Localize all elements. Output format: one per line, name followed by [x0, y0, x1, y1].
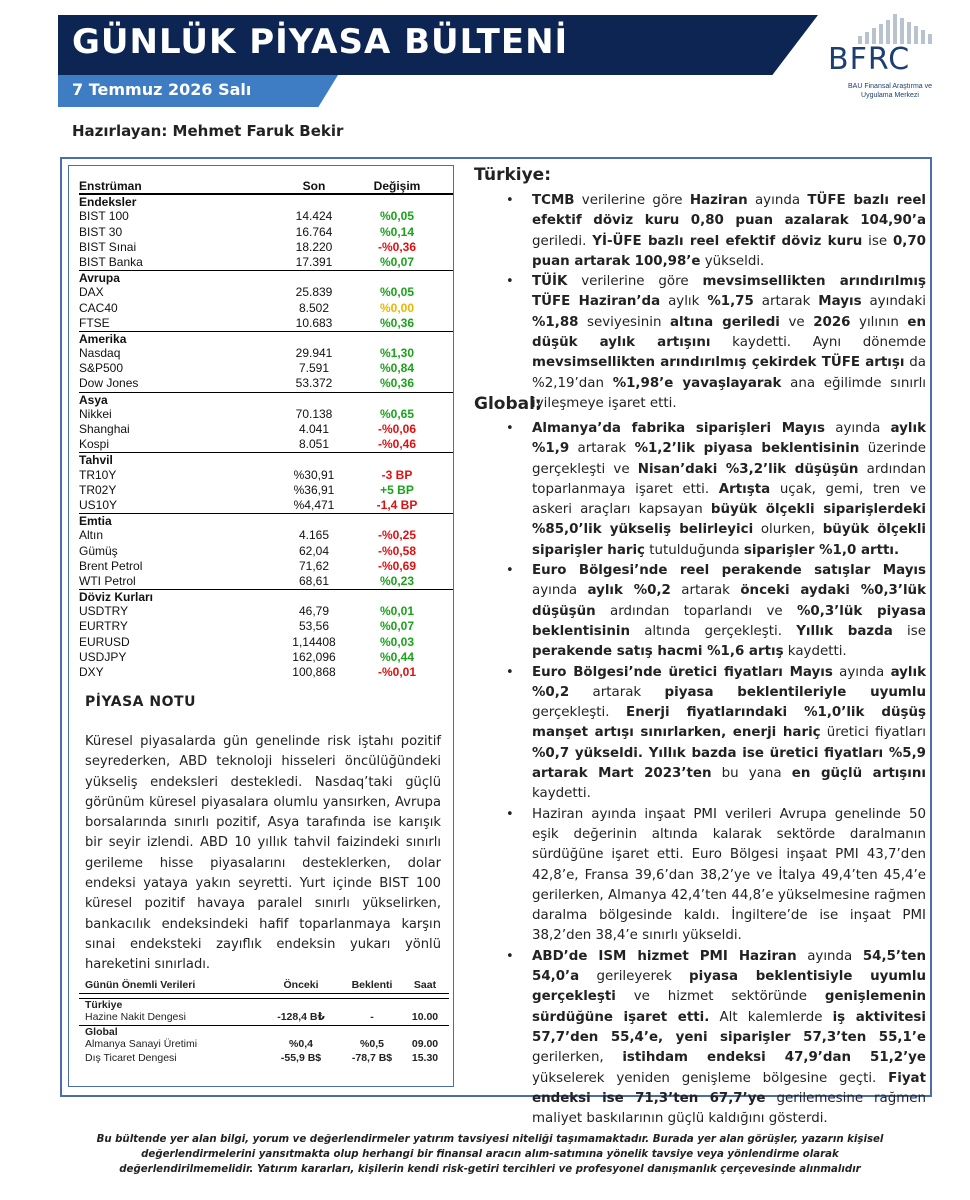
market-row: [79, 422, 453, 437]
market-row: [79, 376, 453, 391]
market-row: [79, 544, 453, 559]
header-time: Saat: [413, 979, 437, 991]
calendar-category: [79, 1025, 449, 1038]
calendar-table: [79, 976, 449, 1065]
instrument-name: Brent Petrol: [79, 558, 143, 573]
instrument-name: TR02Y: [79, 482, 117, 497]
change-value: %0,03: [379, 634, 415, 649]
market-category: [79, 392, 453, 407]
market-row: [79, 574, 453, 589]
instrument-name: EURUSD: [79, 634, 130, 649]
market-row: [79, 437, 453, 452]
last-value: 18.220: [295, 239, 333, 254]
header-instrument: Enstrüman: [79, 179, 142, 193]
global-bullets: [532, 419, 926, 1129]
previous-value: -55,9 B$: [280, 1051, 322, 1064]
global-title: Global:: [474, 394, 542, 414]
expected-value: -: [370, 1011, 374, 1024]
event-name: Almanya Sanayi Üretimi: [85, 1038, 198, 1051]
instrument-name: USDTRY: [79, 604, 129, 619]
content-frame: [60, 157, 932, 1127]
market-table: [79, 179, 453, 680]
last-value: 16.764: [295, 224, 333, 239]
disclaimer: Bu bültende yer alan bilgi, yorum ve değerlendirmeler yatırım tavsiyesi niteliği taşımamaktadır. Burada yer alan görüşler, yazarın kişisel değerlendirmelerini yansıtmakta olup herhangi bir finansal aracın alım-satımına yönelik tavsiye veya yönlendirme olarak değerlendirilmemelidir. Yatırım kararları, kişilerin kendi risk-getiri tercihleri ve profesyonel danışmanlık çerçevesinde alınmalıdır: [96, 1134, 884, 1175]
last-value: 46,79: [298, 604, 330, 619]
turkiye-bullet: • TÜİK verilerine göre mevsimsellikten arındırılmış TÜFE Haziran’da aylık %1,75 artarak Mayıs ayındaki %1,88 seviyesinin altına geriledi ve 2026 yılının en düşük aylık artışını kaydetti. Aynı dönemde mevsimsellikten arındırılmış çekirdek TÜFE artışı da %2,19’dan %1,98’e yavaşlayarak ana eğilimde sınırlı iyileşmeye işaret etti.: [532, 272, 926, 414]
last-value: 4.165: [298, 528, 330, 543]
market-category: [79, 194, 453, 209]
market-row: [79, 665, 453, 680]
last-value: 29.941: [295, 346, 333, 361]
turkiye-bullet: • TCMB verilerine göre Haziran ayında TÜFE bazlı reel efektif döviz kuru 0,80 puan azalarak 104,90’a geriledi. Yİ-ÜFE bazlı reel efektif döviz kuru ise 0,70 puan artarak 100,98’e yükseldi.: [532, 191, 926, 272]
last-value: 17.391: [295, 254, 333, 269]
change-value: %0,14: [379, 224, 415, 239]
last-value: 8.502: [298, 300, 330, 315]
expected-value: %0,5: [360, 1038, 384, 1051]
change-value: %0,23: [379, 573, 415, 588]
market-row: [79, 316, 453, 331]
market-row: [79, 225, 453, 240]
calendar-header: [79, 976, 449, 994]
instrument-name: BIST 30: [79, 224, 123, 239]
bulletin-title: GÜNLÜK PİYASA BÜLTENİ: [72, 22, 569, 62]
global-bullet: • ABD’de ISM hizmet PMI Haziran ayında 54,5’ten 54,0’a gerileyerek piyasa beklentisiyle uyumlu gerçekleşti ve hizmet sektöründe genişlemenin sürdüğüne işaret etti. Alt kalemlerde iş aktivitesi 57,7’den 55,4’e, yeni siparişler 57,3’ten 55,1’e gerilerken, istihdam endeksi 47,9’dan 51,2’ye yükselerek yeniden genişleme bölgesine geçti. Fiyat endeksi ise 71,3’ten 67,7’ye gerilemesine rağmen maliyet baskılarının güçlü kaldığını gösterdi.: [532, 947, 926, 1130]
market-category: [79, 589, 453, 604]
instrument-name: DAX: [79, 285, 104, 300]
last-value: %30,91: [293, 467, 335, 482]
change-value: %0,01: [379, 604, 415, 619]
instrument-name: WTI Petrol: [79, 573, 136, 588]
instrument-name: S&P500: [79, 361, 124, 376]
market-row: [79, 468, 453, 483]
turkiye-title: Türkiye:: [474, 165, 552, 185]
change-value: %0,65: [379, 406, 415, 421]
expected-value: -78,7 B$: [351, 1051, 393, 1064]
previous-value: -128,4 B₺: [277, 1011, 325, 1024]
last-value: 4.041: [298, 422, 330, 436]
change-value: %0,05: [379, 285, 415, 300]
change-value: +5 BP: [380, 482, 414, 497]
header-event: Günün Önemli Verileri: [85, 979, 196, 991]
last-value: 8.051: [298, 437, 330, 452]
category-label: Tahvil: [79, 453, 113, 468]
last-value: 25.839: [295, 285, 333, 300]
market-row: [79, 604, 453, 619]
instrument-name: US10Y: [79, 497, 118, 512]
event-time: 10.00: [411, 1011, 439, 1024]
event-time: 15.30: [411, 1051, 439, 1064]
market-row: [79, 301, 453, 316]
last-value: 53,56: [298, 619, 330, 634]
instrument-name: BIST Sınai: [79, 239, 137, 254]
change-value: %0,36: [379, 376, 415, 391]
last-value: %4,471: [293, 497, 335, 512]
turkiye-bullets: [532, 191, 926, 414]
instrument-name: Nikkei: [79, 406, 112, 421]
change-value: -%0,58: [377, 543, 417, 558]
category-label: Amerika: [79, 331, 127, 346]
instrument-name: FTSE: [79, 315, 110, 330]
instrument-name: Kospi: [79, 437, 110, 452]
global-bullet: • Almanya’da fabrika siparişleri Mayıs ayında aylık %1,9 artarak %1,2’lik piyasa beklentisinin üzerinde gerçekleşti ve Nisan’daki %3,2’lik düşüşün ardından toparlanmaya işaret etti. Artışta uçak, gemi, tren ve askeri araçları kapsayan büyük ölçekli siparişlerdeki %85,0’lik yükseliş belirleyici olurken, büyük ölçekli siparişler hariç tutulduğunda siparişler %1,0 arttı.: [532, 419, 926, 561]
header-last: Son: [302, 179, 326, 193]
last-value: 162,096: [292, 649, 336, 664]
global-bullet: • Euro Bölgesi’nde üretici fiyatları Mayıs ayında aylık %0,2 artarak piyasa beklentileriyle uyumlu gerçekleşti. Enerji fiyatlarındaki %1,0’lik düşüş manşet artışı sınırlarken, enerji hariç üretici fiyatları %0,7 yükseldi. Yıllık bazda ise üretici fiyatları %5,9 artarak Mart 2023’ten bu yana en güçlü artışını kaydetti.: [532, 663, 926, 805]
category-label: Emtia: [79, 514, 112, 529]
last-value: 62,04: [298, 543, 330, 558]
market-category: [79, 270, 453, 285]
change-value: %1,30: [379, 346, 415, 361]
change-value: -1,4 BP: [376, 497, 418, 512]
calendar-row: [79, 1052, 449, 1065]
market-row: [79, 483, 453, 498]
change-value: %0,00: [379, 300, 415, 315]
last-value: 1,14408: [292, 634, 336, 649]
last-value: 100,868: [292, 665, 336, 679]
instrument-name: Dow Jones: [79, 376, 139, 391]
header-change: Değişim: [373, 179, 421, 193]
market-row: [79, 498, 453, 513]
global-bullet: • Haziran ayında inşaat PMI verileri Avrupa genelinde 50 eşik değerinin altında kalarak sektörde daralmanın sürdüğüne işaret etti. Euro Bölgesi inşaat PMI 43,7’den 42,8’e, Fransa 39,6’dan 38,2’ye ve İtalya 49,4’ten 45,4’e gerilerken, Almanya 42,4’ten 44,8’e yükselmesine rağmen daralma bölgesinde kaldı. İngiltere’de ise inşaat PMI 38,2’den 38,4’e sınırlı yükseldi.: [532, 805, 926, 947]
bulletin-date: 7 Temmuz 2026 Salı: [72, 80, 252, 99]
market-table-header: [79, 179, 453, 194]
logo-text: BFRC: [828, 42, 911, 77]
prepared-by: Hazırlayan: Mehmet Faruk Bekir: [72, 122, 344, 140]
change-value: -%0,06: [377, 422, 417, 436]
bfrc-logo: [828, 14, 946, 106]
last-value: 14.424: [295, 209, 333, 224]
market-row: [79, 285, 453, 300]
last-value: 71,62: [298, 558, 330, 573]
instrument-name: BIST 100: [79, 209, 129, 224]
change-value: -%0,69: [377, 558, 417, 573]
market-row: [79, 407, 453, 422]
calendar-category-label: Türkiye: [85, 999, 123, 1011]
change-value: %0,44: [379, 649, 415, 664]
market-row: [79, 361, 453, 376]
market-row: [79, 619, 453, 634]
change-value: %0,07: [379, 254, 415, 269]
calendar-category-label: Global: [85, 1025, 118, 1038]
event-name: Hazine Nakit Dengesi: [85, 1011, 186, 1024]
instrument-name: EURTRY: [79, 619, 128, 634]
instrument-name: Nasdaq: [79, 346, 121, 361]
instrument-name: CAC40: [79, 300, 118, 315]
instrument-name: DXY: [79, 665, 104, 679]
market-row: [79, 209, 453, 224]
change-value: -%0,25: [377, 528, 417, 543]
change-value: -3 BP: [381, 467, 413, 482]
market-row: [79, 528, 453, 543]
previous-value: %0,4: [289, 1038, 313, 1051]
market-row: [79, 650, 453, 665]
instrument-name: BIST Banka: [79, 254, 143, 269]
header-expected: Beklenti: [351, 979, 393, 991]
last-value: 68,61: [298, 573, 330, 588]
change-value: %0,84: [379, 361, 415, 376]
last-value: 10.683: [295, 315, 333, 330]
change-value: -%0,46: [377, 437, 417, 452]
market-note-title: PİYASA NOTU: [85, 694, 196, 710]
category-label: Endeksler: [79, 195, 137, 210]
market-row: [79, 240, 453, 255]
instrument-name: USDJPY: [79, 649, 127, 664]
market-category: [79, 452, 453, 467]
market-note-body: Küresel piyasalarda gün genelinde risk iştahı pozitif seyrederken, ABD teknoloji hisseleri öncülüğündeki yükseliş endeksleri destekledi. Nasdaq’taki güçlü görünüm küresel piyasalara olumlu yansırken, Avrupa borsalarında sınırlı pozitif, Asya tarafında ise karışık bir seyir izlendi. ABD 10 yıllık tahvil faizindeki sınırlı gerileme hisse piyasalarını desteklerken, dolar endeksi yataya yakın seyretti. Yurt içinde BIST 100 küresel pozitif havaya paralel sınırlı yükselirken, bankacılık endeksindeki hafif toparlanmaya karşın sınai endeksteki zayıflık endeksin yukarı yönlü hareketini sınırladı.: [85, 734, 441, 973]
last-value: 7.591: [298, 361, 330, 376]
skyline-icon: [858, 14, 938, 44]
instrument-name: Gümüş: [79, 543, 118, 558]
category-label: Avrupa: [79, 271, 120, 286]
change-value: %0,36: [379, 315, 415, 330]
market-category: [79, 513, 453, 528]
calendar-category: [79, 998, 449, 1011]
category-label: Asya: [79, 392, 108, 407]
instrument-name: Altın: [79, 528, 104, 543]
market-row: [79, 559, 453, 574]
change-value: -%0,01: [377, 665, 417, 679]
calendar-row: [79, 1038, 449, 1051]
market-row: [79, 255, 453, 270]
global-bullet: • Euro Bölgesi’nde reel perakende satışlar Mayıs ayında aylık %0,2 artarak önceki aydaki %0,3’lük düşüşün ardından toparlandı ve %0,3’lük piyasa beklentisinin altında gerçekleşti. Yıllık bazda ise perakende satış hacmi %1,6 artış kaydetti.: [532, 561, 926, 662]
market-row: [79, 346, 453, 361]
event-name: Dış Ticaret Dengesi: [85, 1051, 177, 1064]
category-label: Döviz Kurları: [79, 590, 154, 605]
last-value: %36,91: [293, 482, 335, 497]
change-value: -%0,36: [377, 239, 417, 254]
market-row: [79, 635, 453, 650]
instrument-name: TR10Y: [79, 467, 117, 482]
last-value: 70.138: [295, 406, 333, 421]
event-time: 09.00: [411, 1038, 439, 1051]
change-value: %0,07: [379, 619, 415, 634]
header-previous: Önceki: [283, 979, 319, 991]
left-panel: [68, 165, 454, 1087]
change-value: %0,05: [379, 209, 415, 224]
logo-subtitle: BAU Finansal Araştırma ve Uygulama Merkezi: [847, 83, 933, 99]
market-category: [79, 331, 453, 346]
calendar-row: [79, 1011, 449, 1024]
instrument-name: Shanghai: [79, 422, 130, 436]
last-value: 53.372: [295, 376, 333, 391]
